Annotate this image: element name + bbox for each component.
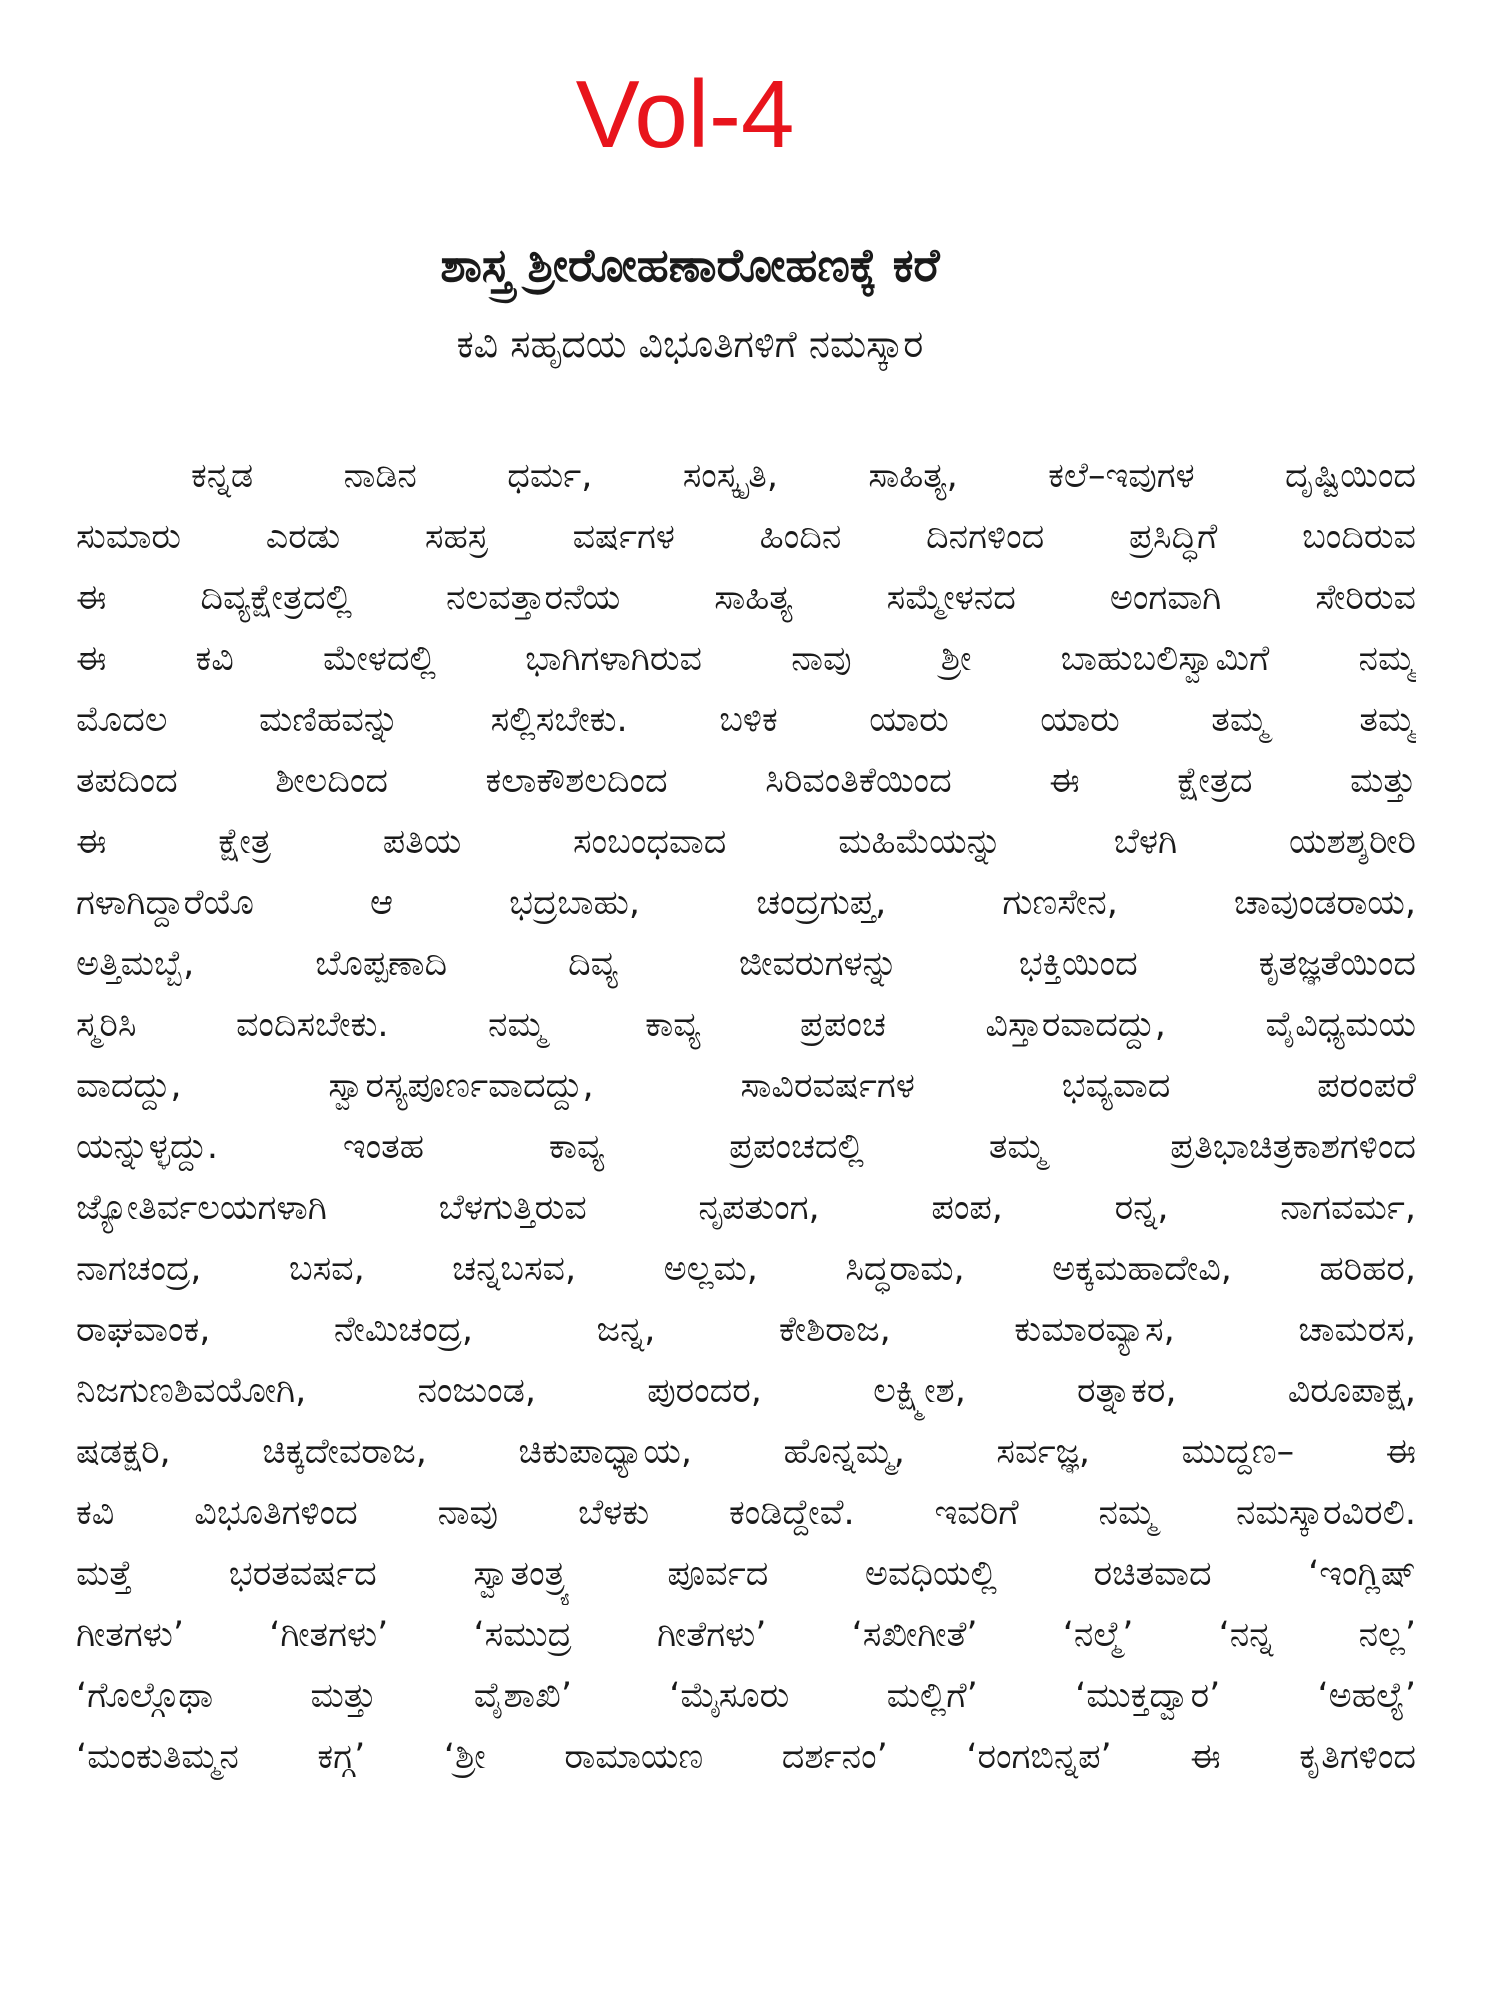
text-line: ತಪದಿಂದ ಶೀಲದಿಂದ ಕಲಾಕೌಶಲದಿಂದ ಸಿರಿವಂತಿಕೆಯಿಂದ ಈ ಕ್ಷೇತ್ರದ ಮತ್ತು — [76, 761, 1416, 801]
text-line: ಅತ್ತಿಮಬ್ಬೆ, ಬೊಪ್ಪಣಾದಿ ದಿವ್ಯ ಜೀವರುಗಳನ್ನು ಭಕ್ತಿಯಿಂದ ಕೃತಜ್ಞತೆಯಿಂದ — [76, 944, 1416, 984]
text-line: ಕವಿ ವಿಭೂತಿಗಳಿಂದ ನಾವು ಬೆಳಕು ಕಂಡಿದ್ದೇವೆ. ಇವರಿಗೆ ನಮ್ಮ ನಮಸ್ಕಾರವಿರಲಿ. — [76, 1493, 1416, 1533]
text-line: ನಾಗಚಂದ್ರ, ಬಸವ, ಚನ್ನಬಸವ, ಅಲ್ಲಮ, ಸಿದ್ಧರಾಮ, ಅಕ್ಕಮಹಾದೇವಿ, ಹರಿಹರ, — [76, 1249, 1416, 1289]
text-line: ‘ಮಂಕುತಿಮ್ಮನ ಕಗ್ಗ’ ‘ಶ್ರೀ ರಾಮಾಯಣ ದರ್ಶನಂ’ ‘ರಂಗಬಿನ್ನಪ’ ಈ ಕೃತಿಗಳಿಂದ — [76, 1737, 1416, 1777]
text-line: ನಿಜಗುಣಶಿವಯೋಗಿ, ನಂಜುಂಡ, ಪುರಂದರ, ಲಕ್ಷ್ಮೀಶ, ರತ್ನಾಕರ, ವಿರೂಪಾಕ್ಷ, — [76, 1371, 1416, 1411]
body-text — [76, 446, 1416, 1788]
text-line: ಈ ಕವಿ ಮೇಳದಲ್ಲಿ ಭಾಗಿಗಳಾಗಿರುವ ನಾವು ಶ್ರೀ ಬಾಹುಬಲಿಸ್ವಾಮಿಗೆ ನಮ್ಮ — [76, 639, 1416, 679]
text-line: ಗಳಾಗಿದ್ದಾರೆಯೊ ಆ ಭದ್ರಬಾಹು, ಚಂದ್ರಗುಪ್ತ, ಗುಣಸೇನ, ಚಾವುಂಡರಾಯ, — [76, 883, 1416, 923]
page-title: ಶಾಸ್ತ್ರ ಶ್ರೀರೋಹಣಾರೋಹಣಕ್ಕೆ ಕರೆ — [440, 238, 940, 292]
text-line: ಮತ್ತೆ ಭರತವರ್ಷದ ಸ್ವಾತಂತ್ರ್ಯ ಪೂರ್ವದ ಅವಧಿಯಲ್ಲಿ ರಚಿತವಾದ ‘ಇಂಗ್ಲಿಷ್ — [76, 1554, 1416, 1594]
text-line: ಷಡಕ್ಷರಿ, ಚಿಕ್ಕದೇವರಾಜ, ಚಿಕುಪಾಧ್ಯಾಯ, ಹೊನ್ನಮ್ಮ, ಸರ್ವಜ್ಞ, ಮುದ್ದಣ– ಈ — [76, 1432, 1416, 1472]
text-line: ಕನ್ನಡ ನಾಡಿನ ಧರ್ಮ, ಸಂಸ್ಕೃತಿ, ಸಾಹಿತ್ಯ, ಕಲೆ–ಇವುಗಳ ದೃಷ್ಟಿಯಿಂದ — [191, 456, 1416, 496]
text-line: ಈ ಕ್ಷೇತ್ರ ಪತಿಯ ಸಂಬಂಧವಾದ ಮಹಿಮೆಯನ್ನು ಬೆಳಗಿ ಯಶಶ್ಶರೀರಿ — [76, 822, 1416, 862]
text-line: ವಾದದ್ದು, ಸ್ವಾರಸ್ಯಪೂರ್ಣವಾದದ್ದು, ಸಾವಿರವರ್ಷಗಳ ಭವ್ಯವಾದ ಪರಂಪರೆ — [76, 1066, 1416, 1106]
text-line: ಸ್ಮರಿಸಿ ವಂದಿಸಬೇಕು. ನಮ್ಮ ಕಾವ್ಯ ಪ್ರಪಂಚ ವಿಸ್ತಾರವಾದದ್ದು, ವೈವಿಧ್ಯಮಯ — [76, 1005, 1416, 1045]
text-line: ಈ ದಿವ್ಯಕ್ಷೇತ್ರದಲ್ಲಿ ನಲವತ್ತಾರನೆಯ ಸಾಹಿತ್ಯ ಸಮ್ಮೇಳನದ ಅಂಗವಾಗಿ ಸೇರಿರುವ — [76, 578, 1416, 618]
volume-label: Vol-4 — [575, 61, 795, 168]
text-line: ರಾಘವಾಂಕ, ನೇಮಿಚಂದ್ರ, ಜನ್ನ, ಕೇಶಿರಾಜ, ಕುಮಾರವ್ಯಾಸ, ಚಾಮರಸ, — [76, 1310, 1416, 1350]
page-subtitle: ಕವಿ ಸಹೃದಯ ವಿಭೂತಿಗಳಿಗೆ ನಮಸ್ಕಾರ — [456, 322, 924, 366]
text-line: ಯನ್ನುಳ್ಳದ್ದು. ಇಂತಹ ಕಾವ್ಯ ಪ್ರಪಂಚದಲ್ಲಿ ತಮ್ಮ ಪ್ರತಿಭಾಚಿತ್ರಕಾಶಗಳಿಂದ — [76, 1127, 1416, 1167]
text-line: ಸುಮಾರು ಎರಡು ಸಹಸ್ರ ವರ್ಷಗಳ ಹಿಂದಿನ ದಿನಗಳಿಂದ ಪ್ರಸಿದ್ಧಿಗೆ ಬಂದಿರುವ — [76, 517, 1416, 557]
text-line: ಜ್ಯೋತಿರ್ವಲಯಗಳಾಗಿ ಬೆಳಗುತ್ತಿರುವ ನೃಪತುಂಗ, ಪಂಪ, ರನ್ನ, ನಾಗವರ್ಮ, — [76, 1188, 1416, 1228]
text-line: ಮೊದಲ ಮಣಿಹವನ್ನು ಸಲ್ಲಿಸಬೇಕು. ಬಳಿಕ ಯಾರು ಯಾರು ತಮ್ಮ ತಮ್ಮ — [76, 700, 1416, 740]
text-line: ‘ಗೊಲ್ಗೊಥಾ ಮತ್ತು ವೈಶಾಖಿ’ ‘ಮೈಸೂರು ಮಲ್ಲಿಗೆ’ ‘ಮುಕ್ತದ್ವಾರ’ ‘ಅಹಲ್ಯೆ’ — [76, 1676, 1416, 1716]
text-line: ಗೀತಗಳು’ ‘ಗೀತಗಳು’ ‘ಸಮುದ್ರ ಗೀತೆಗಳು’ ‘ಸಖೀಗೀತೆ’ ‘ನಲ್ಮೆ’ ‘ನನ್ನ ನಲ್ಲ’ — [76, 1615, 1416, 1655]
